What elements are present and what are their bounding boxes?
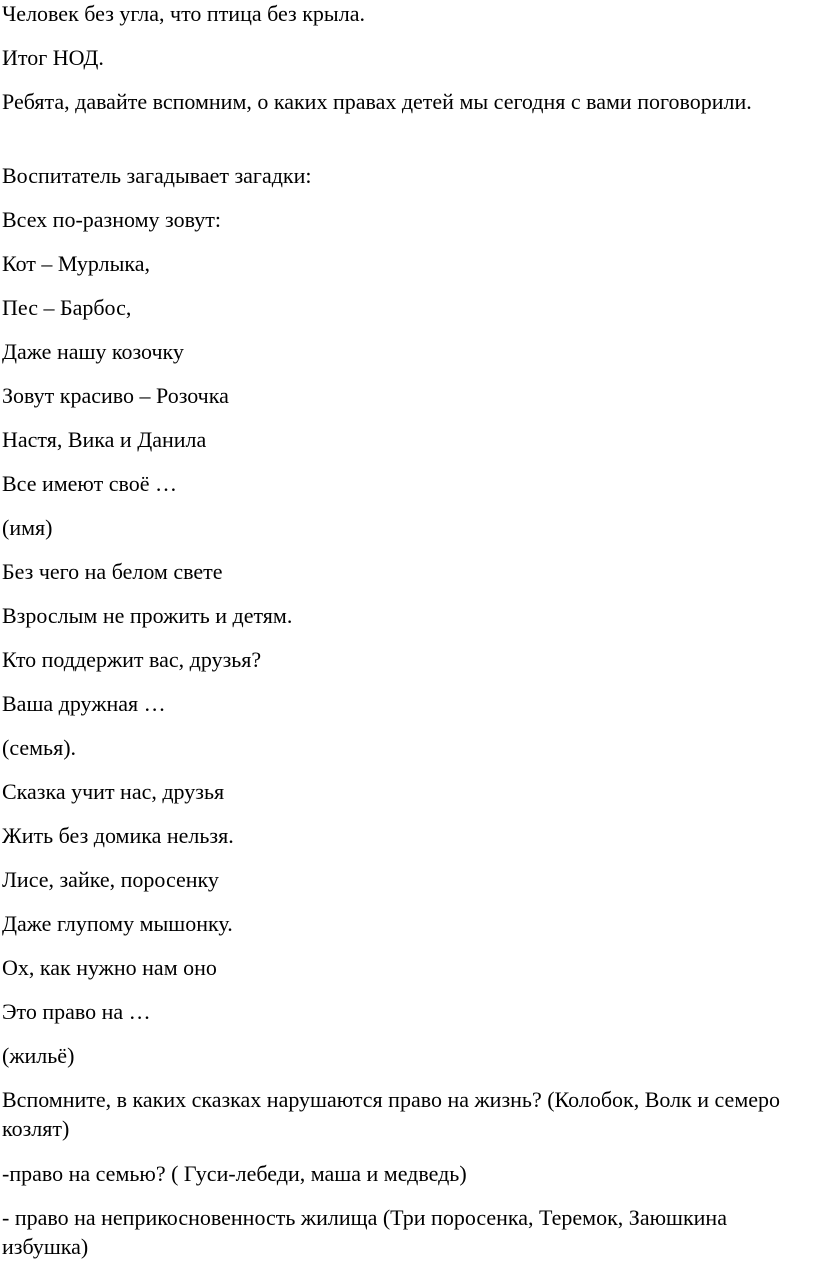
paragraph-3: Ребята, давайте вспомним, о каких правах детей мы сегодня с вами поговорили.: [2, 89, 752, 114]
paragraph-2: Итог НОД.: [2, 45, 104, 70]
paragraph-10: Настя, Вика и Данила: [2, 427, 207, 452]
paragraph-24: (жильё): [2, 1043, 75, 1068]
paragraph-26: -право на семью? ( Гуси-лебеди, маша и медведь): [2, 1161, 467, 1186]
paragraph-8: Даже нашу козочку: [2, 339, 184, 364]
paragraph-16: Ваша дружная …: [2, 691, 166, 716]
paragraph-25: Вспомните, в каких сказках нарушаются право на жизнь? (Колобок, Волк и семеро козлят): [2, 1087, 781, 1141]
paragraph-18: Сказка учит нас, друзья: [2, 779, 225, 804]
paragraph-22: Ох, как нужно нам оно: [2, 955, 217, 980]
paragraph-17: (семья).: [2, 735, 77, 760]
paragraph-1: Человек без угла, что птица без крыла.: [2, 1, 365, 26]
paragraph-4: Воспитатель загадывает загадки:: [2, 163, 312, 188]
paragraph-23: Это право на …: [2, 999, 151, 1024]
paragraph-21: Даже глупому мышонку.: [2, 911, 233, 936]
paragraph-6: Кот – Мурлыка,: [2, 251, 151, 276]
paragraph-7: Пес – Барбос,: [2, 295, 132, 320]
paragraph-15: Кто поддержит вас, друзья?: [2, 647, 262, 672]
paragraph-27: - право на неприкосновенность жилища (Три поросенка, Теремок, Заюшкина избушка): [2, 1205, 727, 1259]
paragraph-13: Без чего на белом свете: [2, 559, 223, 584]
paragraph-14: Взрослым не прожить и детям.: [2, 603, 293, 628]
paragraph-11: Все имеют своё …: [2, 471, 177, 496]
paragraph-19: Жить без домика нельзя.: [2, 823, 234, 848]
paragraph-5: Всех по-разному зовут:: [2, 207, 221, 232]
paragraph-9: Зовут красиво – Розочка: [2, 383, 229, 408]
paragraph-20: Лисе, зайке, поросенку: [2, 867, 219, 892]
paragraph-12: (имя): [2, 515, 53, 540]
